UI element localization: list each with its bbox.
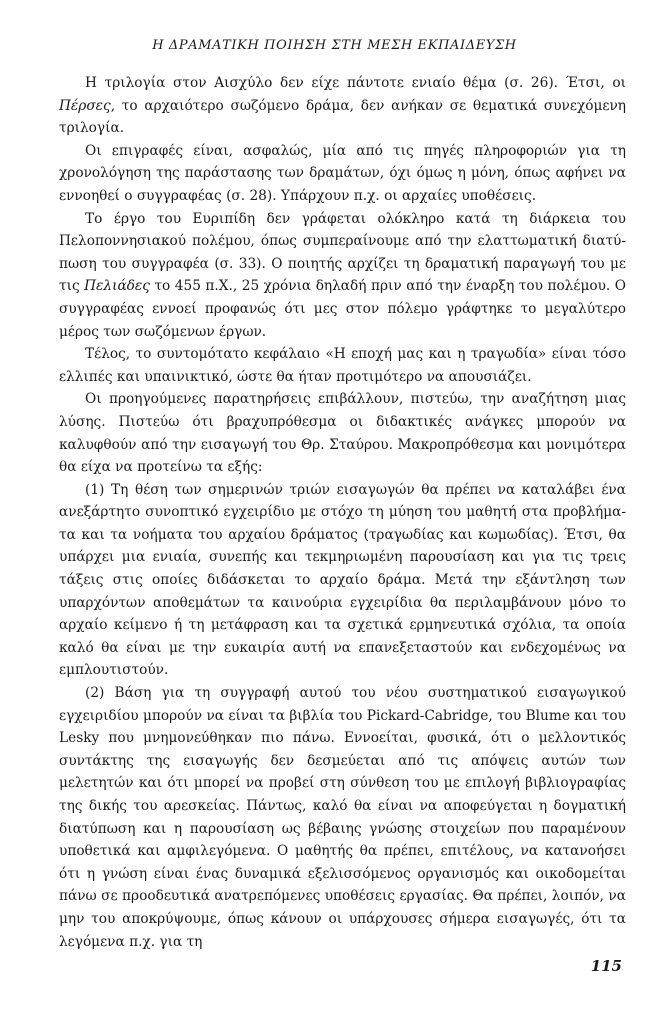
page-number: 115 (590, 957, 622, 975)
paragraph-1-text-c: , το αρχαιότερο σωζόμενο δράμα, δεν ανήκαν σε θεματικά συνεχόμενη τριλογία. (59, 97, 626, 137)
italic-title-peliades: Πελιάδες (84, 278, 150, 295)
paragraph-3-text-c: το 455 π.Χ., 25 χρόνια δηλαδή πριν από την έναρξη του πολέμου. Ο συγγραφέας εννοεί προφανώς ότι μες στον πόλεμο γράφτηκε το μεγαλύτερο μέρος των σωζόμενων έργων. (59, 278, 626, 340)
paragraph-1 (59, 72, 626, 140)
paragraph-5: Οι προηγούμενες παρατηρήσεις επιβάλλουν, πιστεύω, την αναζήτηση μιας λύσης. Πιστεύω ότι βραχυπρόθεσμα οι διδακτικές ανάγκες μπορούν να καλυφθούν από την εισαγωγή του Θρ. Σταύρου. Μακροπρόθεσμα και μονιμότερα θα είχα να προτείνω τα εξής: (59, 391, 626, 476)
paragraph-2: Οι επιγραφές είναι, ασφαλώς, μία από τις πηγές πληροφοριών για τη χρονολόγηση της παράστασης των δραμάτων, όχι όμως η μόνη, όπως αφήνει να εννοηθεί ο συγγραφέας (σ. 28). Υπάρχουν π.χ. οι αρχαίες υποθέσεις. (59, 142, 626, 204)
paragraph-1-text-a: Η τριλογία στον Αισχύλο δεν είχε πάντοτε ενιαίο θέμα (σ. 26). Έτσι, οι (85, 75, 626, 91)
paragraph-3 (59, 208, 626, 344)
body-text (59, 72, 626, 953)
paragraph-4: Τέλος, το συντομότατο κεφάλαιο «Η εποχή μας και η τραγωδία» είναι τόσο ελλιπές και υπαινικτικό, ώστε θα ήταν προτιμότερο να απουσιάζει. (59, 346, 626, 385)
italic-title-perses: Πέρσες (59, 97, 111, 114)
paragraph-6: (1) Τη θέση των σημερινών τριών εισαγωγών θα πρέπει να καταλάβει ένα ανεξάρτητο συνοπτικό εγχειρίδιο με στόχο τη μύηση του μαθητή στα προβλήματα και τα νοήματα του αρχαίου δράματος (τραγωδίας και κωμωδίας). Έτσι, θα υπάρχει μια ενιαία, συνεπής και τεκμηριωμένη παρουσίαση και για τις τρεις τάξεις στις οποίες διδάσκεται το αρχαίο δράμα. Μετά την εξάντληση των υπαρχόντων αποθεμάτων τα καινούρια εγχειρίδια θα περιλαμβάνουν μόνο το αρχαίο κείμενο ή τη μετάφραση και τα σχετικά ερμηνευτικά σχόλια, τα οποία καλό θα είναι με την ευκαιρία αυτή να επανεξεταστούν και ενδεχομένως να εμπλουτιστούν. (59, 481, 626, 679)
paragraph-3-text-a: Το έργο του Ευριπίδη δεν γράφεται ολόκληρο κατά τη διάρκεια του Πελοποννησιακού πολέμου, όπως συμπεραίνουμε από την ελαττωματική διατύπωση του συγγραφέα (σ. 33). Ο ποιητής αρχίζει τη δραματική παραγωγή του με τις (59, 210, 626, 295)
paragraph-7: (2) Βάση για τη συγγραφή αυτού του νέου συστηματικού εισαγωγικού εγχειριδίου μπορούν να είναι τα βιβλία του Pickard-Cabridge, του Blume και του Lesky που μνημονεύθηκαν πιο πάνω. Εννοείται, φυσικά, ότι ο μελλοντικός συντάκτης της εισαγωγής δεν δεσμεύεται από τις απόψεις αυτών των μελετητών και ότι μπορεί να προβεί στη σύνθεση του με επιλογή βιβλιογραφίας της δικής του αρεσκείας. Πάντως, καλό θα είναι να αποφεύγεται η δογματική διατύπωση και η παρουσίαση ως βέβαιης γνώσης στοιχείων που παραμένουν υποθετικά και αμφιλεγόμενα. Ο μαθητής θα πρέπει, επιτέλους, να κατανοήσει ότι η γνώση είναι ένας δυναμικά εξελισσόμενος οργανισμός και οικοδομείται πάνω σε προοδευτικά ανατρεπόμενες υποθέσεις εργασίας. Θα πρέπει, λοιπόν, να μην του αποκρύψουμε, όπως κάνουν οι υπάρχουσες σήμερα εισαγωγές, ότι τα λεγόμενα π.χ. για τη (59, 685, 626, 950)
running-head: Η ΔΡΑΜΑΤΙΚΗ ΠΟΙΗΣΗ ΣΤΗ ΜΕΣΗ ΕΚΠΑΙΔΕΥΣΗ (152, 38, 517, 53)
